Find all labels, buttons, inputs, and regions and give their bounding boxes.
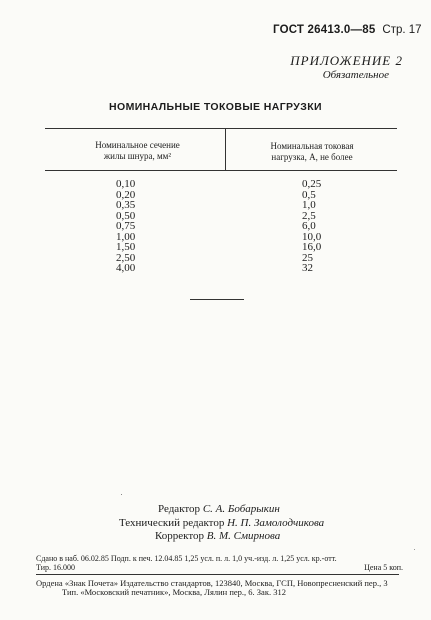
column-header-current bbox=[232, 141, 392, 163]
imprint-price: Цена 5 коп. bbox=[364, 563, 403, 572]
current-column bbox=[302, 179, 321, 274]
speck bbox=[121, 494, 122, 495]
credit-technical-editor bbox=[119, 517, 324, 529]
appendix-status: Обязательное bbox=[322, 69, 389, 81]
end-rule bbox=[190, 299, 244, 300]
column-header-line: нагрузка, А, не более bbox=[271, 152, 353, 162]
table-cell: 0,25 bbox=[302, 178, 322, 190]
table-cell: 1,50 bbox=[116, 241, 136, 253]
table-top-rule bbox=[45, 128, 397, 129]
credit-name: В. М. Смирнова bbox=[206, 530, 281, 542]
table-cell: 4,00 bbox=[116, 262, 136, 274]
table-cell: 32 bbox=[302, 262, 313, 274]
publisher-line: Ордена «Знак Почета» Издательство стандартов, 123840, Москва, ГСП, Новопресненский пер., 3 bbox=[36, 578, 388, 588]
table-cell: 2,5 bbox=[302, 209, 316, 222]
table-cell: 0,50 bbox=[116, 209, 136, 222]
table-cell: 1,00 bbox=[116, 230, 136, 243]
table-title: НОМИНАЛЬНЫЕ ТОКОВЫЕ НАГРУЗКИ bbox=[109, 101, 322, 113]
column-header-line: Номинальная токовая bbox=[270, 141, 354, 151]
appendix-title: ПРИЛОЖЕНИЕ 2 bbox=[290, 53, 403, 68]
credit-name: Н. П. Замолодчикова bbox=[227, 517, 325, 529]
column-header-cross-section bbox=[55, 140, 220, 162]
header-bottom-rule bbox=[45, 170, 397, 171]
speck bbox=[414, 549, 415, 550]
table-cell: 10,0 bbox=[302, 230, 322, 243]
column-header-line: Номинальное сечение bbox=[95, 140, 180, 150]
table-cell: 16,0 bbox=[302, 241, 322, 253]
table-cell: 0,75 bbox=[116, 220, 136, 232]
table-cell: 0,20 bbox=[116, 188, 136, 201]
table-cell: 1,0 bbox=[302, 199, 316, 211]
imprint-circulation: Тир. 16.000 bbox=[36, 563, 75, 572]
credit-editor bbox=[158, 503, 280, 515]
cross-section-column bbox=[116, 179, 135, 274]
column-header-line: жилы шнура, мм² bbox=[103, 151, 172, 161]
table-cell: 25 bbox=[302, 251, 313, 264]
table-cell: 0,35 bbox=[116, 199, 136, 211]
table-cell: 0,10 bbox=[116, 178, 136, 190]
page-header bbox=[273, 22, 422, 37]
table-cell: 6,0 bbox=[302, 220, 316, 232]
credit-name: С. А. Бобарыкин bbox=[202, 503, 280, 515]
printer-line: Тип. «Московский печатник», Москва, Лялин пер., 6. Зак. 312 bbox=[62, 587, 286, 597]
table-cell: 0,5 bbox=[302, 188, 316, 201]
credit-role: Корректор bbox=[155, 530, 205, 542]
standard-number: ГОСТ 26413.0—85 bbox=[273, 24, 376, 36]
header-column-divider bbox=[225, 128, 226, 170]
credit-role: Редактор bbox=[158, 503, 201, 515]
credit-role: Технический редактор bbox=[119, 517, 225, 529]
imprint-rule bbox=[36, 574, 399, 575]
imprint-line: Сдано в наб. 06.02.85 Подп. к печ. 12.04.85 1,25 усл. п. л. 1,0 уч.-изд. л. 1,25 усл. кр.-отт. bbox=[36, 554, 337, 563]
table-cell: 2,50 bbox=[116, 251, 136, 264]
credit-proofreader bbox=[155, 530, 280, 542]
page-number: Стр. 17 bbox=[382, 24, 422, 36]
